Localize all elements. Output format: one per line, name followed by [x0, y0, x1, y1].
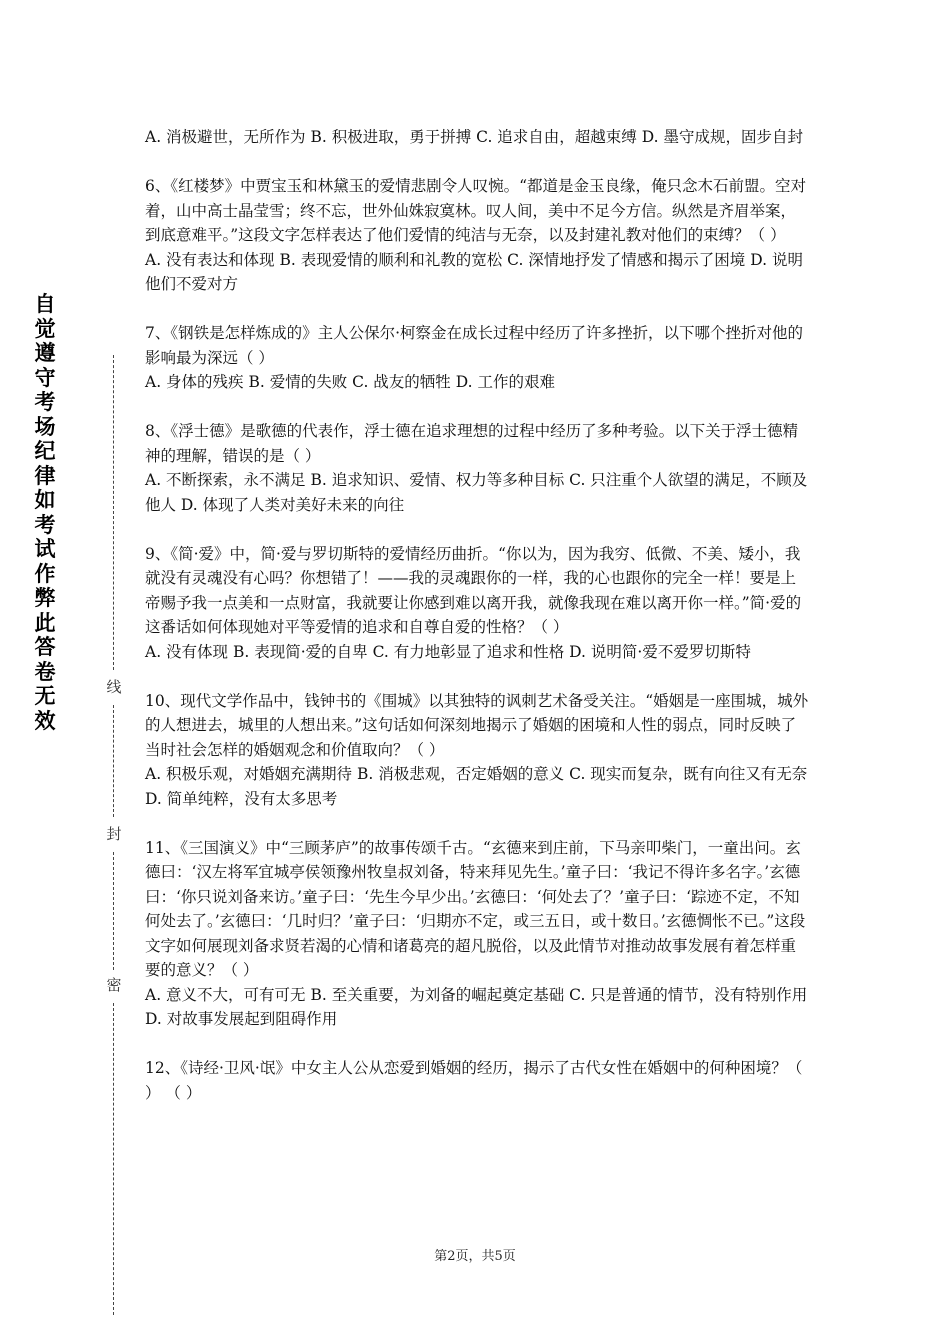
- question-stem: 8、《浮士德》是歌德的代表作，浮士德在追求理想的过程中经历了多种考验。以下关于浮士德精神的理解，错误的是（ ）: [145, 422, 799, 465]
- question-options: A. 身体的残疾 B. 爱情的失败 C. 战友的牺牲 D. 工作的艰难: [145, 373, 555, 391]
- question-options: A. 没有表达和体现 B. 表现爱情的顺利和礼教的宽松 C. 深情地抒发了情感和揭示了困境 D. 说明他们不爱对方: [145, 250, 803, 293]
- binding-label-mi: 密: [104, 975, 124, 995]
- binding-dashed-line: [113, 355, 114, 670]
- question-options: A. 没有体现 B. 表现简·爱的自卑 C. 有力地彰显了追求和性格 D. 说明简·爱不爱罗切斯特: [145, 642, 751, 661]
- exam-discipline-notice: 自觉遵守考场纪律如考试作弊此答卷无效: [34, 292, 56, 733]
- question-list: [145, 125, 810, 1130]
- question-stem: 7、《钢铁是怎样炼成的》主人公保尔·柯察金在成长过程中经历了许多挫折，以下哪个挫折对他的影响最为深远（ ）: [145, 324, 804, 367]
- question-stem: 6、《红楼梦》中贾宝玉和林黛玉的爱情悲剧令人叹惋。“都道是金玉良缘，俺只念木石前盟。空对着，山中高士晶莹雪；终不忘，世外仙姝寂寞林。叹人间，美中不足今方信。纵然是齐眉举案，到底意难平。”这段文字怎样表达了他们爱情的纯洁与无奈，以及封建礼教对他们的束缚？（ ）: [145, 177, 807, 244]
- question-stem: 9、《简·爱》中，简·爱与罗切斯特的爱情经历曲折。“你以为，因为我穷、低微、不美、矮小，我就没有灵魂没有心吗？你想错了！——我的灵魂跟你的一样，我的心也跟你的完全一样！要是上帝赐予我一点美和一点财富，我就要让你感到难以离开我，就像我现在难以离开你一样。”简·爱的这番话如何体现她对平等爱情的追求和自尊自爱的性格？（ ）: [145, 544, 802, 636]
- page-number: 第2页，共5页: [434, 1249, 516, 1264]
- question-item: [145, 174, 810, 297]
- question-item: [145, 125, 810, 150]
- question-item: [145, 542, 810, 665]
- binding-dashed-line: [113, 1003, 114, 1315]
- question-item: [145, 1056, 810, 1105]
- binding-dashed-line: [113, 705, 114, 817]
- question-stem: 11、《三国演义》中“三顾茅庐”的故事传颂千古。“玄德来到庄前，下马亲叩柴门，一童出问。玄德曰：‘汉左将军宜城亭侯领豫州牧皇叔刘备，特来拜见先生。’童子曰：‘我记不得许多名字。’玄德曰：‘你只说刘备来访。’童子曰：‘先生今早少出。’玄德曰：‘何处去了？’童子曰：‘踪迹不定，不知何处去了。’玄德曰：‘几时归？’童子曰：‘归期亦不定，或三五日，或十数日。’玄德惆怅不已。”这段文字如何展现刘备求贤若渴的心情和诸葛亮的超凡脱俗，以及此情节对推动故事发展有着怎样重要的意义？（ ）: [145, 838, 806, 979]
- question-options: A. 积极乐观，对婚姻充满期待 B. 消极悲观，否定婚姻的意义 C. 现实而复杂，既有向往又有无奈 D. 简单纯粹，没有太多思考: [145, 765, 808, 808]
- question-item: [145, 836, 810, 1032]
- question-stem: 12、《诗经·卫风·氓》中女主人公从恋爱到婚姻的经历，揭示了古代女性在婚姻中的何种困境？（ ） （ ）: [145, 1059, 803, 1102]
- question-item: [145, 321, 810, 395]
- question-options: A. 消极避世，无所作为 B. 积极进取，勇于拼搏 C. 追求自由，超越束缚 D. 墨守成规，固步自封: [145, 128, 803, 146]
- question-item: [145, 689, 810, 812]
- question-options: A. 不断探索，永不满足 B. 追求知识、爱情、权力等多种目标 C. 只注重个人欲望的满足，不顾及他人 D. 体现了人类对美好未来的向往: [145, 471, 808, 514]
- question-stem: 10、现代文学作品中，钱钟书的《围城》以其独特的讽刺艺术备受关注。“婚姻是一座围城，城外的人想进去，城里的人想出来。”这句话如何深刻地揭示了婚姻的困境和人性的弱点，同时反映了当时社会怎样的婚姻观念和价值取向？（ ）: [145, 691, 809, 759]
- binding-dashed-line: [113, 852, 114, 970]
- binding-label-xian: 线: [104, 677, 124, 697]
- question-options: A. 意义不大，可有可无 B. 至关重要，为刘备的崛起奠定基础 C. 只是普通的情节，没有特别作用 D. 对故事发展起到阻碍作用: [145, 985, 808, 1028]
- binding-label-feng: 封: [104, 824, 124, 844]
- question-item: [145, 419, 810, 517]
